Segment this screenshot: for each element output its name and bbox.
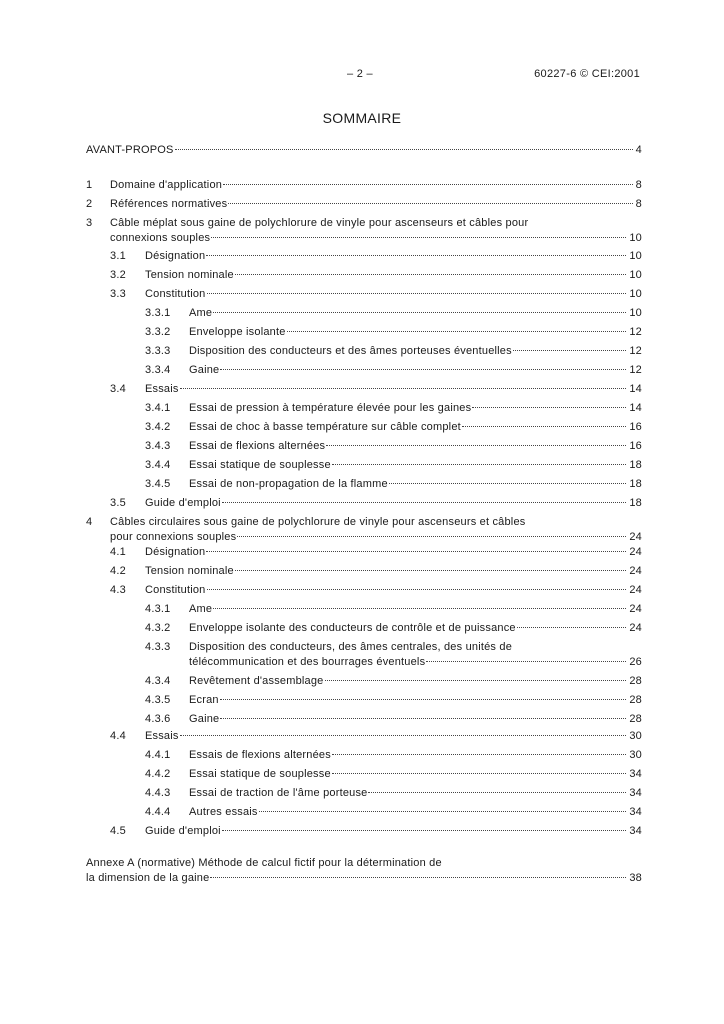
toc-entry-text: Essai de flexions alternées <box>189 440 326 452</box>
leader-dots <box>368 792 626 793</box>
toc-entry-page: 30 <box>629 749 642 761</box>
toc-entry-3-4-2[interactable] <box>0 420 724 435</box>
toc-entry-page: 26 <box>629 656 642 668</box>
toc-entry-page: 10 <box>629 288 642 300</box>
toc-entry-4-3-1[interactable] <box>0 602 724 617</box>
toc-entry-2[interactable] <box>0 197 724 212</box>
toc-entry-number: 4.4.2 <box>145 768 171 780</box>
toc-entry-page: 14 <box>629 402 642 414</box>
leader-dots <box>237 536 626 537</box>
toc-entry-page: 24 <box>629 531 642 543</box>
toc-entry-page: 28 <box>629 713 642 725</box>
toc-entry-page: 18 <box>629 459 642 471</box>
toc-entry-text: Guide d'emploi <box>145 825 221 837</box>
toc-entry-page: 4 <box>635 144 642 156</box>
toc-entry-page: 14 <box>629 383 642 395</box>
leader-dots <box>213 608 626 609</box>
toc-entry-text-line1: Câbles circulaires sous gaine de polychlorure de vinyle pour ascenseurs et câbles <box>110 516 526 528</box>
toc-entry-4-3-2[interactable] <box>0 621 724 636</box>
toc-entry-number: 3.4.1 <box>145 402 171 414</box>
toc-entry-number: 3.4.4 <box>145 459 171 471</box>
leader-dots <box>326 445 626 446</box>
toc-entry-3-3-3[interactable] <box>0 344 724 359</box>
toc-entry-text: Essai de choc à basse température sur câble complet <box>189 421 461 433</box>
leader-dots <box>426 661 626 662</box>
toc-entry-number: 4.5 <box>110 825 126 837</box>
toc-entry-text: Ecran <box>189 694 219 706</box>
leader-dots <box>213 312 626 313</box>
toc-entry-number: 4 <box>86 516 93 528</box>
toc-entry-page: 18 <box>629 478 642 490</box>
toc-entry-number: 4.3.5 <box>145 694 171 706</box>
toc-entry-number: 4.3 <box>110 584 126 596</box>
toc-entry-text: AVANT-PROPOS <box>86 144 174 156</box>
toc-entry-page: 30 <box>629 730 642 742</box>
toc-entry-page: 38 <box>629 872 642 884</box>
toc-entry-page: 10 <box>629 269 642 281</box>
toc-entry-number: 2 <box>86 198 93 210</box>
toc-entry-text: Tension nominale <box>145 565 234 577</box>
leader-dots <box>287 331 627 332</box>
toc-entry-text: Essai de non-propagation de la flamme <box>189 478 388 490</box>
toc-entry-avant-propos[interactable] <box>0 143 724 158</box>
toc-entry-4-3[interactable] <box>0 583 724 598</box>
toc-entry-text-line1: Câble méplat sous gaine de polychlorure de vinyle pour ascenseurs et câbles pour <box>110 217 529 229</box>
leader-dots <box>206 255 626 256</box>
toc-entry-page: 34 <box>629 787 642 799</box>
toc-entry-text: Désignation <box>145 546 206 558</box>
leader-dots <box>472 407 626 408</box>
toc-entry-page: 34 <box>629 825 642 837</box>
toc-entry-3-3-2[interactable] <box>0 325 724 340</box>
toc-entry-text: Gaine <box>189 364 220 376</box>
toc-entry-text: Ame <box>189 307 213 319</box>
toc-entry-text: Constitution <box>145 288 206 300</box>
toc-entry-text-line1: Disposition des conducteurs, des âmes centrales, des unités de <box>189 641 513 653</box>
toc-entry-page: 12 <box>629 326 642 338</box>
leader-dots <box>389 483 627 484</box>
toc-entry-3-3-4[interactable] <box>0 363 724 378</box>
toc-entry-number: 3 <box>86 217 93 229</box>
toc-entry-page: 18 <box>629 497 642 509</box>
toc-entry-page: 24 <box>629 546 642 558</box>
page-title: SOMMAIRE <box>322 110 402 126</box>
leader-dots <box>513 350 627 351</box>
leader-dots <box>332 754 626 755</box>
leader-dots <box>223 184 633 185</box>
toc-entry-text: Désignation <box>145 250 206 262</box>
toc-entry-page: 8 <box>635 198 642 210</box>
toc-entry-number: 4.3.3 <box>145 641 171 653</box>
toc-entry-page: 28 <box>629 694 642 706</box>
toc-entry-4-2[interactable] <box>0 564 724 579</box>
leader-dots <box>222 830 627 831</box>
toc-entry-text: Essais <box>145 730 179 742</box>
toc-entry-number: 3.3.3 <box>145 345 171 357</box>
leader-dots <box>211 237 626 238</box>
toc-entry-text: Revêtement d'assemblage <box>189 675 324 687</box>
toc-entry-text: Enveloppe isolante des conducteurs de contrôle et de puissance <box>189 622 516 634</box>
toc-entry-4-4-1[interactable] <box>0 748 724 763</box>
toc-entry-3-4[interactable] <box>0 382 724 397</box>
toc-entry-text: Enveloppe isolante <box>189 326 286 338</box>
toc-entry-4-4-4[interactable] <box>0 805 724 820</box>
toc-entry-page: 16 <box>629 440 642 452</box>
toc-entry-4-3-4[interactable] <box>0 674 724 689</box>
toc-entry-4-3-3-cont[interactable] <box>0 655 724 670</box>
toc-entry-3-cont[interactable] <box>0 231 724 246</box>
leader-dots <box>180 735 627 736</box>
toc-entry-page: 24 <box>629 565 642 577</box>
leader-dots <box>206 551 626 552</box>
toc-entry-page: 10 <box>629 232 642 244</box>
toc-entry-4-cont[interactable] <box>0 530 724 545</box>
leader-dots <box>517 627 627 628</box>
toc-entry-page: 10 <box>629 307 642 319</box>
toc-entry-text: Essais <box>145 383 179 395</box>
toc-entry-3-4-5[interactable] <box>0 477 724 492</box>
toc-entry-4-4[interactable] <box>0 729 724 744</box>
toc-entry-text: connexions souples <box>110 232 211 244</box>
toc-entry-text: Domaine d'application <box>110 179 223 191</box>
toc-entry-4-3-3[interactable] <box>0 640 724 655</box>
leader-dots <box>220 699 627 700</box>
toc-entry-number: 3.3.4 <box>145 364 171 376</box>
toc-entry-3-1[interactable] <box>0 249 724 264</box>
toc-entry-text: Références normatives <box>110 198 228 210</box>
toc-entry-3-4-3[interactable] <box>0 439 724 454</box>
toc-entry-text: Guide d'emploi <box>145 497 221 509</box>
toc-entry-text: Tension nominale <box>145 269 234 281</box>
toc-entry-4-3-5[interactable] <box>0 693 724 708</box>
toc-entry-number: 3.4.5 <box>145 478 171 490</box>
toc-entry-text: Gaine <box>189 713 220 725</box>
toc-entry-text: télécommunication et des bourrages éventuels <box>189 656 426 668</box>
toc-entry-3-3[interactable] <box>0 287 724 302</box>
toc-entry-annex-a[interactable] <box>0 856 724 871</box>
toc-entry-number: 4.4.3 <box>145 787 171 799</box>
toc-entry-3-4-4[interactable] <box>0 458 724 473</box>
toc-entry-number: 4.4.1 <box>145 749 171 761</box>
toc-entry-number: 1 <box>86 179 93 191</box>
toc-entry-number: 4.4.4 <box>145 806 171 818</box>
leader-dots <box>175 149 633 150</box>
leader-dots <box>325 680 627 681</box>
toc-entry-3-3-1[interactable] <box>0 306 724 321</box>
toc-entry-3-5[interactable] <box>0 496 724 511</box>
toc-entry-3-2[interactable] <box>0 268 724 283</box>
toc-entry-text: Essais de flexions alternées <box>189 749 331 761</box>
toc-entry-annex-a-cont[interactable] <box>0 871 724 886</box>
toc-entry-4-4-2[interactable] <box>0 767 724 782</box>
toc-entry-4-5[interactable] <box>0 824 724 839</box>
leader-dots <box>180 388 627 389</box>
toc-entry-page: 16 <box>629 421 642 433</box>
toc-entry-page: 12 <box>629 345 642 357</box>
toc-entry-number: 4.4 <box>110 730 126 742</box>
toc-entry-page: 8 <box>635 179 642 191</box>
leader-dots <box>207 293 627 294</box>
toc-entry-text: pour connexions souples <box>110 531 237 543</box>
toc-entry-text: Essai statique de souplesse <box>189 459 331 471</box>
toc-entry-number: 3.3 <box>110 288 126 300</box>
toc-entry-page: 34 <box>629 768 642 780</box>
toc-entry-text: Essai de traction de l'âme porteuse <box>189 787 368 799</box>
toc-entry-4-1[interactable] <box>0 545 724 560</box>
leader-dots <box>235 570 627 571</box>
leader-dots <box>332 773 627 774</box>
toc-entry-number: 3.3.1 <box>145 307 171 319</box>
toc-entry-4[interactable] <box>0 515 724 530</box>
toc-entry-number: 3.3.2 <box>145 326 171 338</box>
toc-entry-page: 12 <box>629 364 642 376</box>
toc-entry-4-3-6[interactable] <box>0 712 724 727</box>
toc-entry-text: la dimension de la gaine <box>86 872 210 884</box>
toc-entry-text: Essai statique de souplesse <box>189 768 331 780</box>
leader-dots <box>220 369 626 370</box>
leader-dots <box>259 811 627 812</box>
leader-dots <box>210 877 626 878</box>
toc-entry-page: 24 <box>629 603 642 615</box>
toc-entry-page: 24 <box>629 584 642 596</box>
leader-dots <box>207 589 627 590</box>
toc-entry-number: 4.1 <box>110 546 126 558</box>
toc-entry-1[interactable] <box>0 178 724 193</box>
document-reference: 60227-6 © CEI:2001 <box>534 68 640 80</box>
leader-dots <box>462 426 626 427</box>
toc-entry-3-4-1[interactable] <box>0 401 724 416</box>
leader-dots <box>235 274 627 275</box>
toc-entry-number: 4.3.4 <box>145 675 171 687</box>
toc-entry-number: 4.3.6 <box>145 713 171 725</box>
toc-entry-3[interactable] <box>0 216 724 231</box>
toc-entry-page: 10 <box>629 250 642 262</box>
toc-entry-page: 24 <box>629 622 642 634</box>
toc-entry-number: 3.4 <box>110 383 126 395</box>
toc-entry-text-line1: Annexe A (normative) Méthode de calcul fictif pour la détermination de <box>86 857 442 869</box>
leader-dots <box>332 464 627 465</box>
leader-dots <box>228 203 632 204</box>
toc-entry-text: Autres essais <box>189 806 258 818</box>
toc-entry-number: 3.2 <box>110 269 126 281</box>
toc-entry-text: Constitution <box>145 584 206 596</box>
toc-entry-text: Ame <box>189 603 213 615</box>
page-number: – 2 – <box>347 68 373 80</box>
toc-entry-number: 3.4.2 <box>145 421 171 433</box>
toc-entry-page: 28 <box>629 675 642 687</box>
toc-entry-number: 4.2 <box>110 565 126 577</box>
toc-entry-4-4-3[interactable] <box>0 786 724 801</box>
leader-dots <box>220 718 626 719</box>
toc-entry-number: 4.3.1 <box>145 603 171 615</box>
leader-dots <box>222 502 627 503</box>
toc-entry-text: Disposition des conducteurs et des âmes porteuses éventuelles <box>189 345 512 357</box>
toc-entry-number: 3.4.3 <box>145 440 171 452</box>
toc-entry-text: Essai de pression à température élevée pour les gaines <box>189 402 472 414</box>
toc-entry-number: 3.1 <box>110 250 126 262</box>
toc-entry-number: 3.5 <box>110 497 126 509</box>
toc-entry-page: 34 <box>629 806 642 818</box>
toc-entry-number: 4.3.2 <box>145 622 171 634</box>
